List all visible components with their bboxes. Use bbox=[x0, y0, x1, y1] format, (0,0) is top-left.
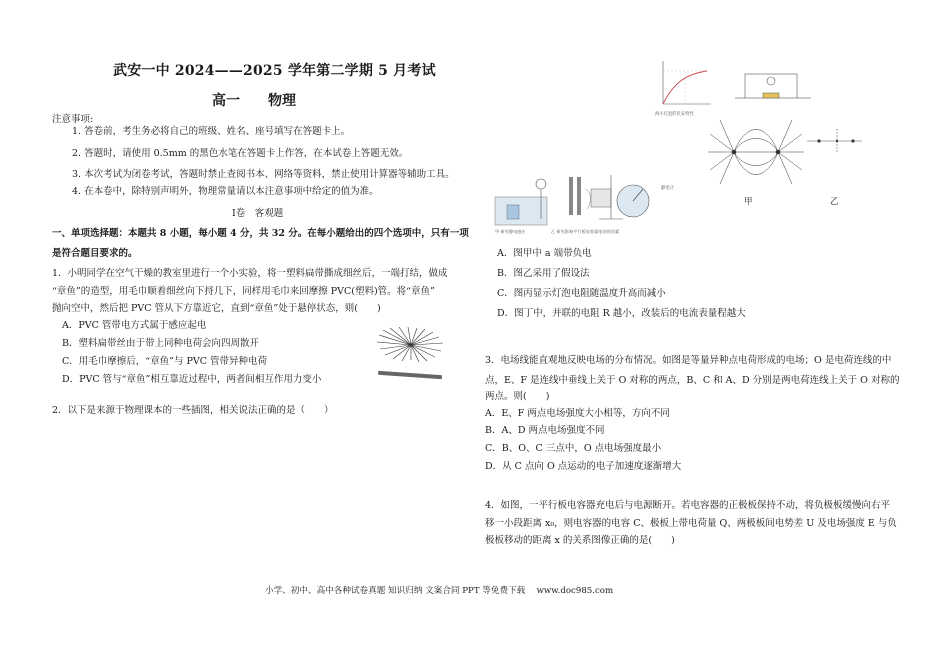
q1-line-3: 抛向空中，然后把 PVC 管从下方靠近它，直到“章鱼”处于悬停状态，则( ) bbox=[52, 303, 381, 314]
q3-option-b: B．A、D 两点电场强度不同 bbox=[485, 425, 605, 436]
q3-option-d: D．从 C 点向 O 点运动的电子加速度逐渐增大 bbox=[485, 461, 682, 472]
q1-line-1: 1．小明同学在空气干燥的教室里进行一个小实验，将一塑料扁带撕成细丝后，一端打结，做成 bbox=[52, 268, 448, 279]
section1-line1: 一、单项选择题：本题共 8 小题，每小题 4 分，共 32 分。在每小题给出的四个选项中，只有一项 bbox=[52, 228, 469, 239]
fig-caption-b: 乙 研究影响平行板电容器电容的因素 bbox=[551, 229, 620, 234]
q3-line-2: 点，E、F 是连线中垂线上关于 O 对称的两点，B、C 和 A、D 分别是两电荷连线上关于 O 对称的 bbox=[485, 375, 900, 386]
q3-line-3: 两点。则( ) bbox=[485, 391, 550, 402]
q4-line-2: 移一小段距离 x₀，则电容器的电容 C、极板上带电荷量 Q、两极板间电势差 U 及电场强度 E 与负 bbox=[485, 518, 897, 529]
q1-option-a: A．PVC 管带电方式属于感应起电 bbox=[62, 320, 207, 331]
q2-option-c: C．图丙显示灯泡电阻随温度升高而减小 bbox=[497, 288, 666, 299]
fig-caption-a: 甲 研究静电感应 bbox=[495, 229, 526, 234]
q4-line-1: 4．如图，一平行板电容器充电后与电源断开。若电容器的正极板保持不动，将负极板缓慢向右平 bbox=[485, 500, 891, 511]
note-item-3: 3. 本次考试为闭卷考试，答题时禁止查阅书本、网络等资料，禁止使用计算器等辅助工具。 bbox=[72, 169, 455, 180]
ammeter-circuit-figure bbox=[735, 68, 811, 110]
field-lines-figure-jia bbox=[706, 114, 806, 192]
note-item-1: 1. 答卷前，考生务必将自己的班级、姓名、座号填写在答题卡上。 bbox=[72, 126, 351, 137]
page-footer: 小学、初中、高中各种试卷真题 知识归纳 文案合同 PPT 等免费下载 www.doc985.com bbox=[265, 586, 614, 596]
notes-heading: 注意事项: bbox=[52, 114, 94, 125]
textbook-figures-row bbox=[493, 167, 681, 237]
q3-line-1: 3．电场线能直观地反映电场的分布情况。如图是等量异种点电荷形成的电场；O 是电荷连线的中 bbox=[485, 355, 892, 366]
exam-title: 武安一中 2024——2025 学年第二学期 5 月考试 bbox=[113, 63, 436, 79]
charges-line-figure-yi bbox=[807, 127, 862, 155]
q1-option-b: B．塑料扁带丝由于带上同种电荷会向四周散开 bbox=[62, 338, 259, 349]
note-item-2: 2. 答题时，请使用 0.5mm 的黑色水笔在答题卡上作答，在本试卷上答题无效。 bbox=[72, 148, 409, 159]
octopus-figure bbox=[375, 327, 447, 385]
iv-curve-figure bbox=[655, 58, 715, 116]
q2-option-a: A．图甲中 a 端带负电 bbox=[497, 248, 592, 259]
q2-stem: 2．以下是来源于物理课本的一些插图，相关说法正确的是（ ） bbox=[52, 405, 334, 416]
q2-option-d: D．图丁中，并联的电阻 R 越小，改装后的电流表量程越大 bbox=[497, 308, 746, 319]
section1-line2: 是符合题目要求的。 bbox=[52, 248, 138, 259]
exam-subtitle: 高一 物理 bbox=[212, 93, 296, 109]
q4-line-3: 极板移动的距离 x 的关系图像正确的是( ) bbox=[485, 535, 675, 546]
section-label: Ⅰ卷 客观题 bbox=[232, 208, 284, 219]
q1-line-2: “章鱼”的造型，用毛巾顺着细丝向下捋几下，同样用毛巾来回摩擦 PVC(塑料)管。将“章鱼” bbox=[52, 286, 435, 297]
fig-label-jia: 甲 bbox=[744, 197, 753, 207]
fig-label-yi: 乙 bbox=[830, 197, 839, 207]
q2-option-b: B．图乙采用了假设法 bbox=[497, 268, 590, 279]
note-item-4: 4. 在本卷中，除特别声明外，物理常量请以本注意事项中给定的值为准。 bbox=[72, 186, 379, 197]
q3-option-a: A．E、F 两点电场强度大小相等，方向不同 bbox=[485, 408, 670, 419]
fig-label-electroscope: 静电计 bbox=[661, 186, 675, 191]
q1-option-c: C．用毛巾摩擦后，“章鱼”与 PVC 管带异种电荷 bbox=[62, 356, 268, 367]
q3-option-c: C．B、O、C 三点中，O 点电场强度最小 bbox=[485, 443, 662, 454]
iv-curve-caption: 两小灯泡的伏安特性 bbox=[655, 112, 694, 116]
q1-option-d: D．PVC 管与“章鱼”相互靠近过程中，两者间相互作用力变小 bbox=[62, 374, 322, 385]
